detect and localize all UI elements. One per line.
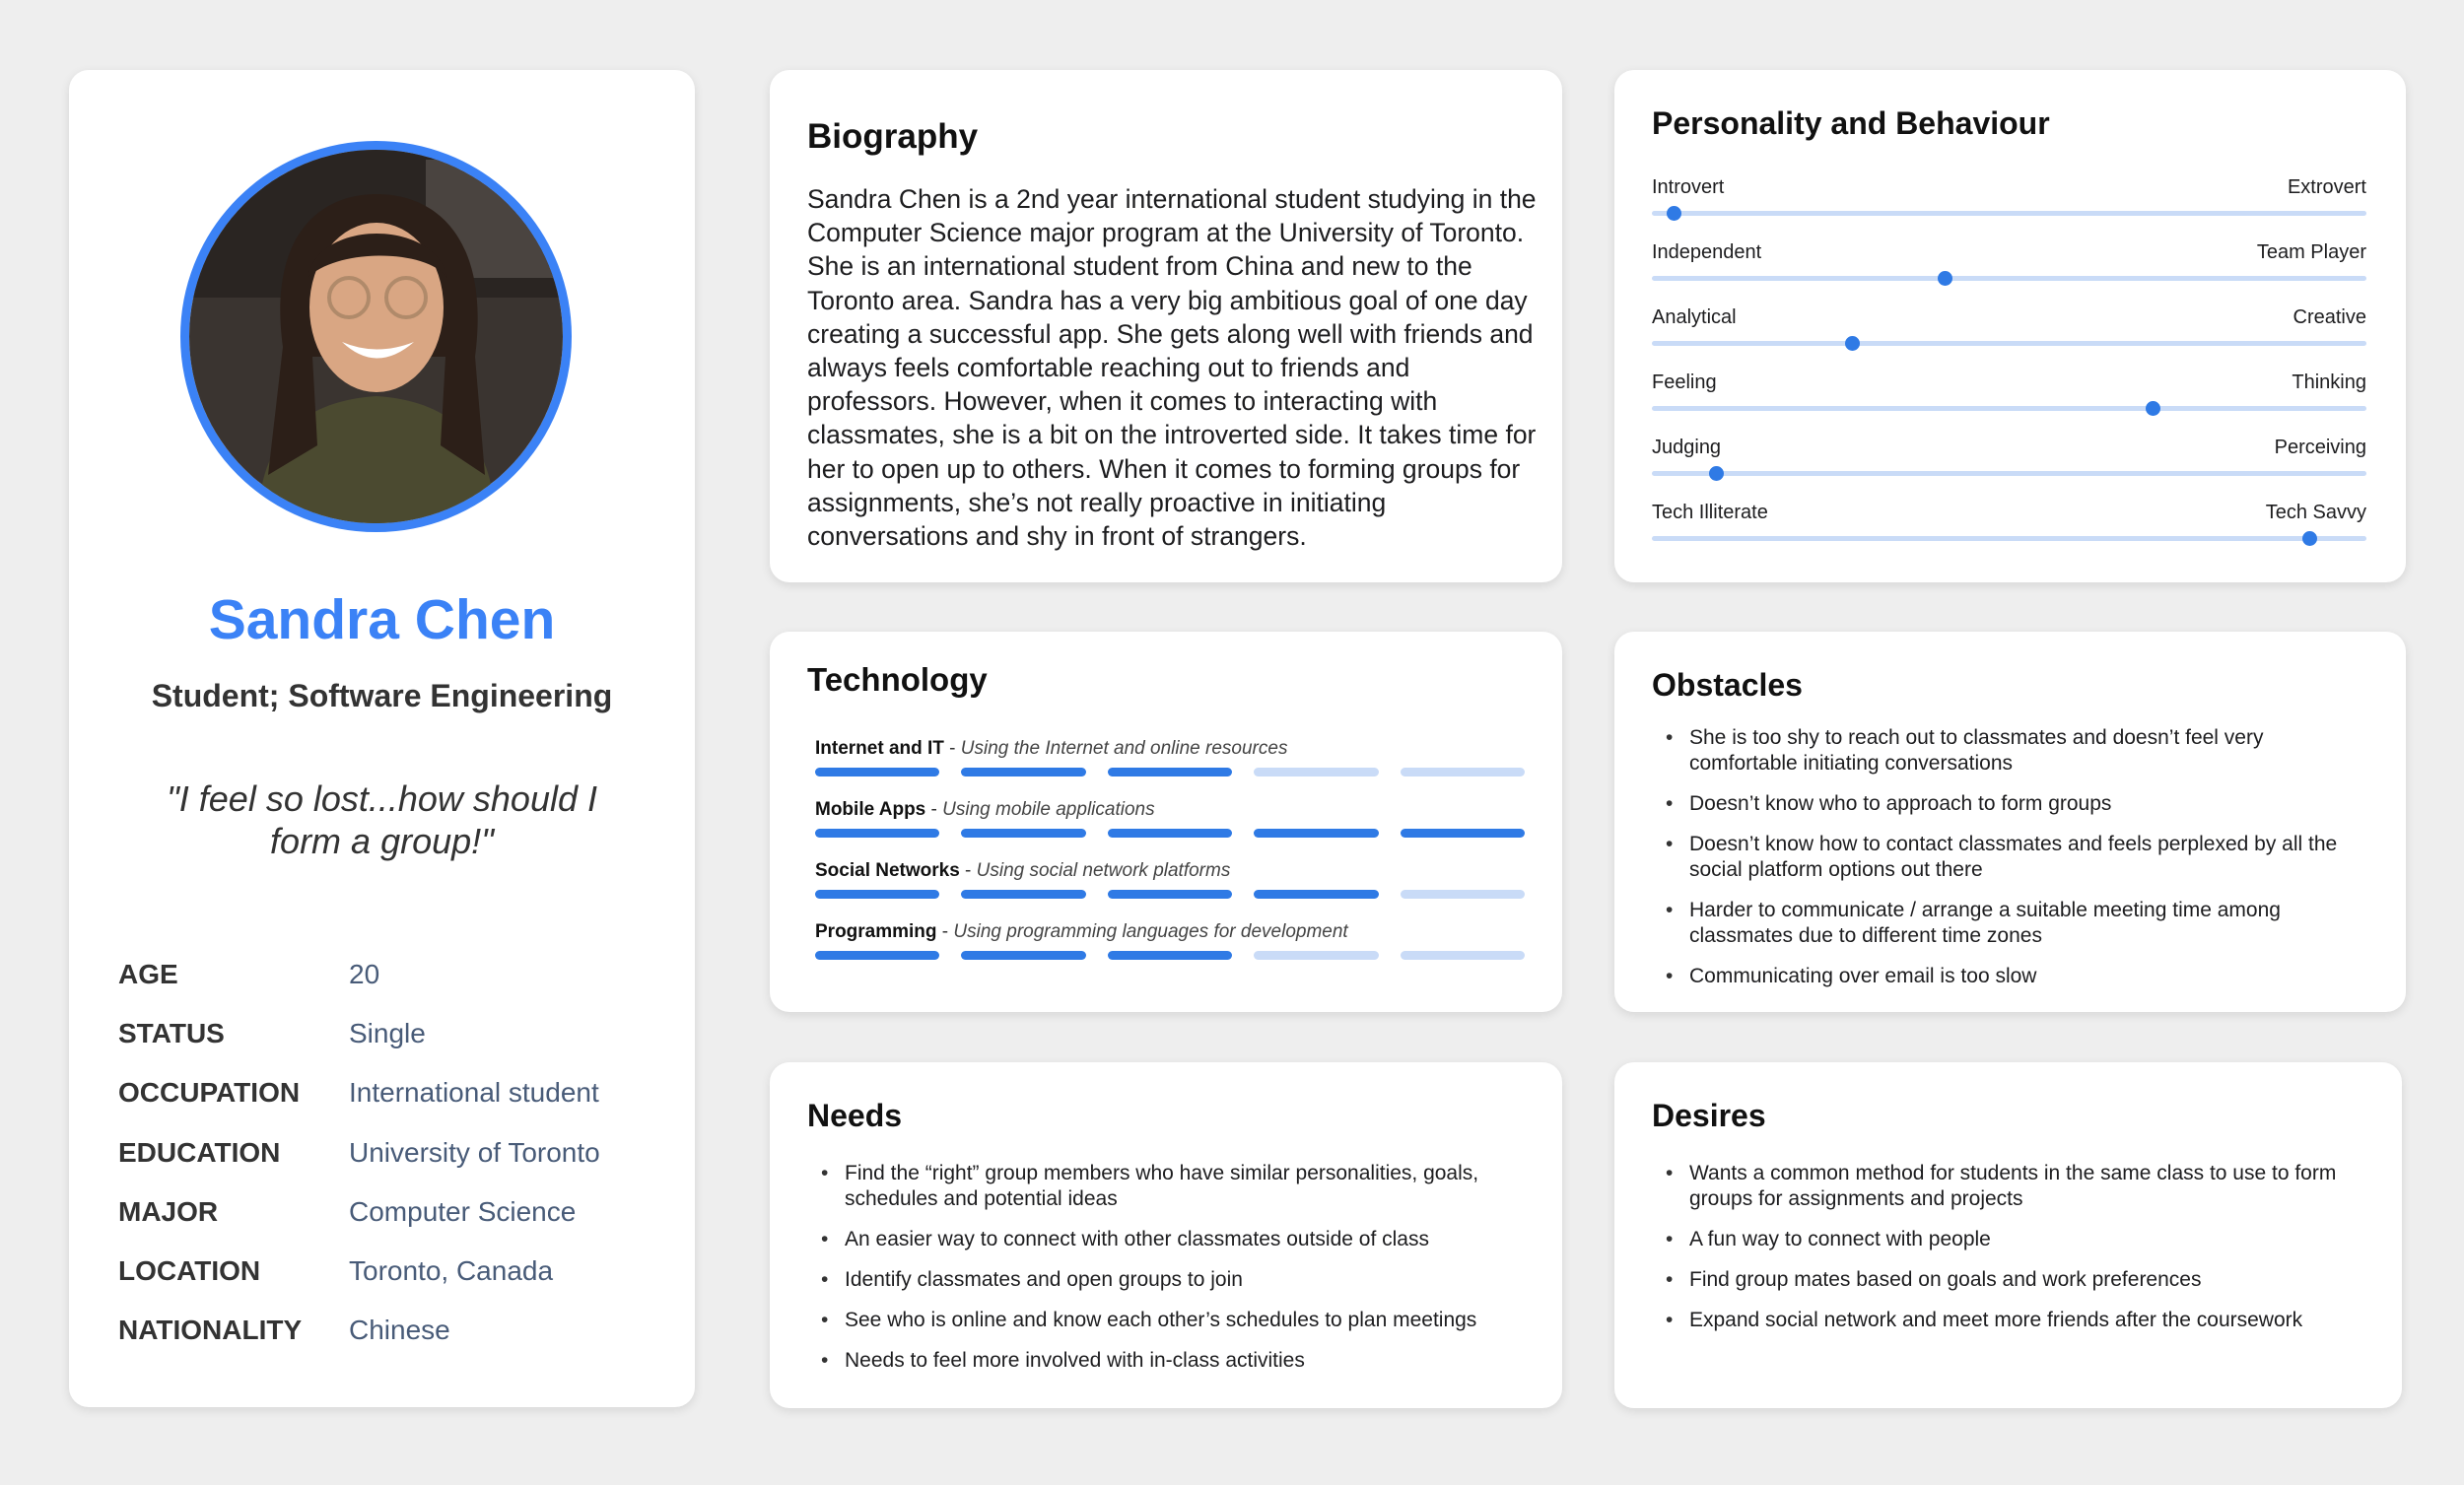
needs-title: Needs [807, 1098, 903, 1133]
rating-segment-filled [1254, 890, 1378, 899]
fact-value: Single [349, 1018, 426, 1049]
obstacles-card [1614, 632, 2406, 1012]
rating-segment-empty [1254, 951, 1378, 960]
persona-role: Student; Software Engineering [151, 678, 613, 713]
tech-desc: Using mobile applications [942, 799, 1155, 820]
persona-name: Sandra Chen [208, 588, 556, 651]
rating-segment-empty [1401, 890, 1525, 899]
trait-track [1652, 276, 2366, 281]
tech-name: Social Networks [815, 860, 960, 881]
fact-value: Computer Science [349, 1195, 577, 1227]
fact-key: MAJOR [118, 1195, 219, 1227]
trait-right-label: Team Player [2256, 241, 2366, 263]
trait-track [1652, 211, 2366, 216]
tech-desc: Using the Internet and online resources [960, 738, 1288, 759]
list-item: • She is too shy to reach out to classmates and doesn’t feel very comfortable initiating conversations [1666, 725, 2375, 776]
list-item: • Needs to feel more involved with in-class activities [821, 1348, 1531, 1374]
fact-value: Toronto, Canada [349, 1255, 554, 1287]
trait-right-label: Creative [2293, 306, 2366, 328]
fact-value: Chinese [349, 1315, 450, 1346]
tech-desc: Using social network platforms [976, 860, 1231, 881]
trait-track [1652, 341, 2366, 346]
trait-slider [1652, 371, 2366, 437]
tech-rating [815, 829, 1525, 838]
fact-key: AGE [118, 959, 178, 990]
personality-title: Personality and Behaviour [1652, 105, 2050, 141]
trait-marker [2302, 531, 2317, 546]
list-item: • Identify classmates and open groups to join [821, 1267, 1531, 1293]
persona-facts [118, 945, 670, 1360]
fact-row-status [118, 1004, 670, 1063]
rating-segment-filled [1108, 951, 1232, 960]
technology-card [770, 632, 1562, 1012]
fact-key: NATIONALITY [118, 1315, 303, 1346]
desires-card [1614, 1062, 2402, 1408]
list-item: • See who is online and know each other’s schedules to plan meetings [821, 1308, 1531, 1333]
tech-row [815, 738, 1525, 799]
tech-row [815, 860, 1525, 921]
fact-key: LOCATION [118, 1255, 261, 1287]
trait-right-label: Tech Savvy [2265, 502, 2366, 523]
tech-name: Mobile Apps [815, 799, 926, 820]
avatar [180, 141, 572, 532]
list-item: • Find group mates based on goals and work preferences [1666, 1267, 2375, 1293]
trait-left-label: Tech Illiterate [1652, 502, 1768, 523]
tech-label: Programming - Using programming languages for development [815, 921, 1348, 942]
desires-list [1666, 1161, 2375, 1348]
technology-title: Technology [807, 661, 988, 698]
trait-track [1652, 471, 2366, 476]
list-item: • Wants a common method for students in the same class to use to form groups for assignments and projects [1666, 1161, 2375, 1212]
avatar-photo [189, 150, 563, 523]
tech-name: Internet and IT [815, 738, 944, 759]
fact-row-nationality [118, 1301, 670, 1360]
tech-name: Programming [815, 921, 937, 942]
tech-label: Social Networks - Using social network platforms [815, 860, 1231, 881]
trait-right-label: Perceiving [2274, 437, 2366, 458]
rating-segment-filled [1108, 829, 1232, 838]
fact-key: OCCUPATION [118, 1077, 301, 1109]
tech-row [815, 799, 1525, 860]
trait-track [1652, 536, 2366, 541]
trait-marker [1709, 466, 1724, 481]
tech-rating [815, 890, 1525, 899]
tech-rating [815, 951, 1525, 960]
fact-value: University of Toronto [349, 1136, 600, 1168]
fact-key: EDUCATION [118, 1136, 281, 1168]
tech-rating [815, 768, 1525, 776]
fact-row-occupation [118, 1063, 670, 1122]
fact-row-education [118, 1123, 670, 1182]
tech-row [815, 921, 1525, 982]
trait-slider [1652, 306, 2366, 371]
persona-quote: "I feel so lost...how should I form a group!" [166, 778, 597, 861]
trait-left-label: Introvert [1652, 176, 1725, 198]
needs-card [770, 1062, 1562, 1408]
rating-segment-filled [961, 890, 1085, 899]
fact-row-location [118, 1242, 670, 1301]
trait-left-label: Independent [1652, 241, 1762, 263]
list-item: • Doesn’t know who to approach to form groups [1666, 791, 2375, 817]
needs-list [821, 1161, 1531, 1388]
list-item: • Communicating over email is too slow [1666, 964, 2375, 989]
rating-segment-filled [1254, 829, 1378, 838]
rating-segment-filled [815, 951, 939, 960]
trait-marker [1845, 336, 1860, 351]
biography-text: Sandra Chen is a 2nd year international student studying in the Computer Science major program at the University of Toronto. She is an international student from China and new to the Toronto area. Sandra has a very big ambitious goal of one day creating a successful app. She gets along well with friends and always feels comfortable reaching out to friends and professors. However, when it comes to interacting with classmates, she is a bit on the introverted side. It takes time for her to open up to others. When it comes to forming groups for assignments, she’s not really proactive in initiating conversations and shy in front of strangers. [807, 184, 1537, 552]
profile-card [69, 70, 695, 1407]
list-item: • Doesn’t know how to contact classmates and feels perplexed by all the social platform options out there [1666, 832, 2375, 883]
fact-value: International student [349, 1077, 599, 1109]
fact-value: 20 [349, 959, 380, 990]
rating-segment-filled [1108, 890, 1232, 899]
desires-title: Desires [1652, 1098, 1766, 1133]
trait-right-label: Thinking [2292, 371, 2366, 393]
fact-row-major [118, 1182, 670, 1242]
trait-slider [1652, 241, 2366, 306]
rating-segment-filled [961, 829, 1085, 838]
rating-segment-empty [1401, 768, 1525, 776]
rating-segment-filled [961, 951, 1085, 960]
fact-key: STATUS [118, 1018, 225, 1049]
obstacles-list [1666, 725, 2375, 1004]
tech-label: Internet and IT - Using the Internet and online resources [815, 738, 1288, 759]
rating-segment-empty [1254, 768, 1378, 776]
list-item: • Harder to communicate / arrange a suitable meeting time among classmates due to different time zones [1666, 898, 2375, 949]
rating-segment-empty [1401, 951, 1525, 960]
biography-card [770, 70, 1562, 582]
list-item: • An easier way to connect with other classmates outside of class [821, 1227, 1531, 1252]
rating-segment-filled [815, 890, 939, 899]
obstacles-title: Obstacles [1652, 667, 1803, 703]
rating-segment-filled [815, 768, 939, 776]
biography-title: Biography [807, 117, 979, 156]
list-item: • Find the “right” group members who have similar personalities, goals, schedules and potential ideas [821, 1161, 1531, 1212]
rating-segment-filled [815, 829, 939, 838]
personality-card [1614, 70, 2406, 582]
trait-marker [1667, 206, 1681, 221]
rating-segment-filled [1401, 829, 1525, 838]
rating-segment-filled [961, 768, 1085, 776]
tech-desc: Using programming languages for development [953, 921, 1348, 942]
tech-label: Mobile Apps - Using mobile applications [815, 799, 1155, 820]
fact-row-age [118, 945, 670, 1004]
trait-slider [1652, 437, 2366, 502]
trait-marker [2146, 401, 2160, 416]
trait-left-label: Feeling [1652, 371, 1717, 393]
trait-left-label: Analytical [1652, 306, 1737, 328]
trait-track [1652, 406, 2366, 411]
list-item: • A fun way to connect with people [1666, 1227, 2375, 1252]
trait-slider [1652, 176, 2366, 241]
trait-right-label: Extrovert [2287, 176, 2366, 198]
rating-segment-filled [1108, 768, 1232, 776]
list-item: • Expand social network and meet more friends after the coursework [1666, 1308, 2375, 1333]
trait-left-label: Judging [1652, 437, 1722, 458]
trait-marker [1938, 271, 1952, 286]
trait-slider [1652, 502, 2366, 567]
